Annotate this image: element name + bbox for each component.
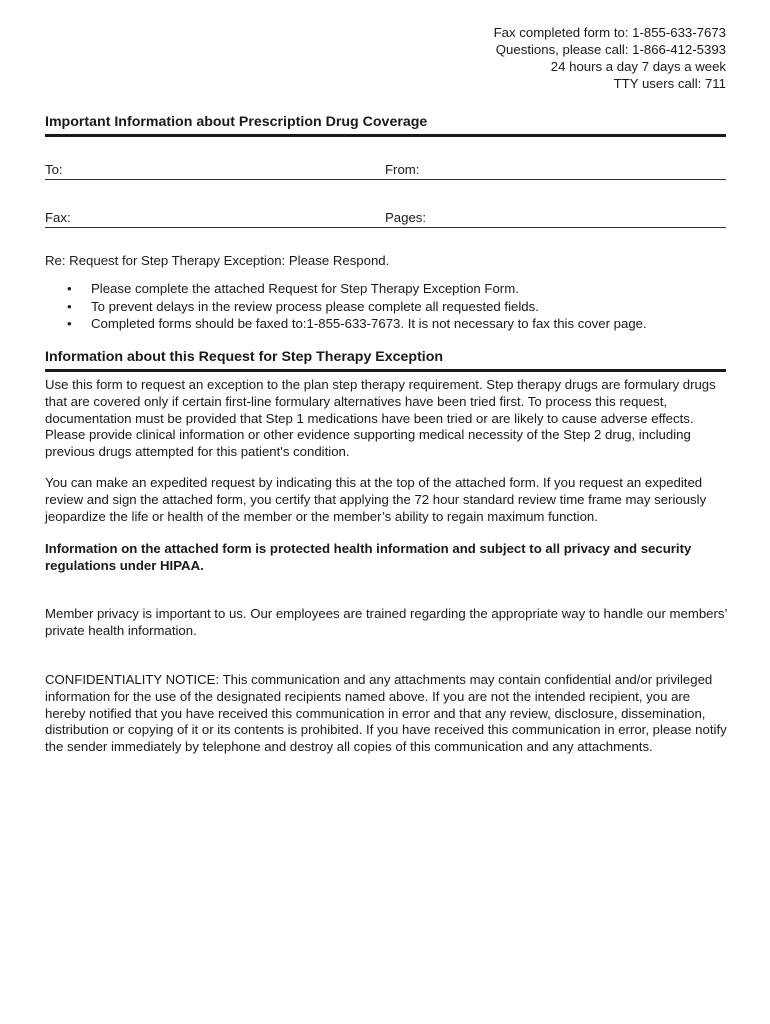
from-field[interactable] [385,162,726,180]
privacy-paragraph: Member privacy is important to us. Our employees are trained regarding the appropriate way to handle our members’ private health information. [45,606,727,638]
hours-line: 24 hours a day 7 days a week [550,59,726,74]
request-info-heading: Information about this Request for Step Therapy Exception [45,349,726,372]
list-item: • Completed forms should be faxed to:1-855-633-7673. It is not necessary to fax this cover page. [45,315,647,333]
fax-pages-row [45,210,726,228]
hipaa-paragraph: Information on the attached form is protected health information and subject to all privacy and security regulations under HIPAA. [45,541,692,573]
re-line: Re: Request for Step Therapy Exception: Please Respond. [45,253,390,268]
fax-label: Fax: [45,210,71,225]
fax-number-line: Fax completed form to: 1-855-633-7673 [493,25,726,40]
list-item: • Please complete the attached Request for Step Therapy Exception Form. [45,280,647,298]
pages-field[interactable] [385,210,726,228]
expedited-paragraph: You can make an expedited request by indicating this at the top of the attached form. If you request an expedited review and sign the attached form, you certify that applying the 72 hour standard review time frame may seriously jeopardize the life or health of the member or the member’s ability to regain maximum function. [45,475,707,524]
contact-info [494,24,726,92]
questions-phone-line: Questions, please call: 1-866-412-5393 [495,42,726,57]
confidentiality-paragraph: CONFIDENTIALITY NOTICE: This communication and any attachments may contain confidential and/or privileged information for the use of the designated recipients named above. If you are not the intended recipient, you are hereby notified that you have received this communication in error and that any review, disclosure, dissemination, distribution or copying of it or its contents is prohibited. If you have received this communication in error, please notify the sender immediately by telephone and destroy all copies of this communication and any attachments. [45,672,727,755]
tty-line: TTY users call: 711 [613,76,726,91]
prescription-coverage-heading: Important Information about Prescription Drug Coverage [45,114,726,137]
instructions-list [45,280,647,333]
to-field[interactable] [45,162,385,180]
to-label: To: [45,162,63,177]
purpose-paragraph: Use this form to request an exception to the plan step therapy requirement. Step therapy drugs are formulary drugs that are covered only if certain first-line formulary alternatives have been tried first. To process this request, documentation must be provided that Step 1 medications have been tried or are likely to cause adverse effects. Please provide clinical information or other evidence supporting medical necessity of the Step 2 drug, including previous drugs attempted for this patient's condition. [45,377,716,460]
to-from-row [45,162,726,180]
list-item: • To prevent delays in the review process please complete all requested fields. [45,298,647,316]
from-label: From: [385,162,420,177]
fax-field[interactable] [45,210,385,228]
pages-label: Pages: [385,210,427,225]
